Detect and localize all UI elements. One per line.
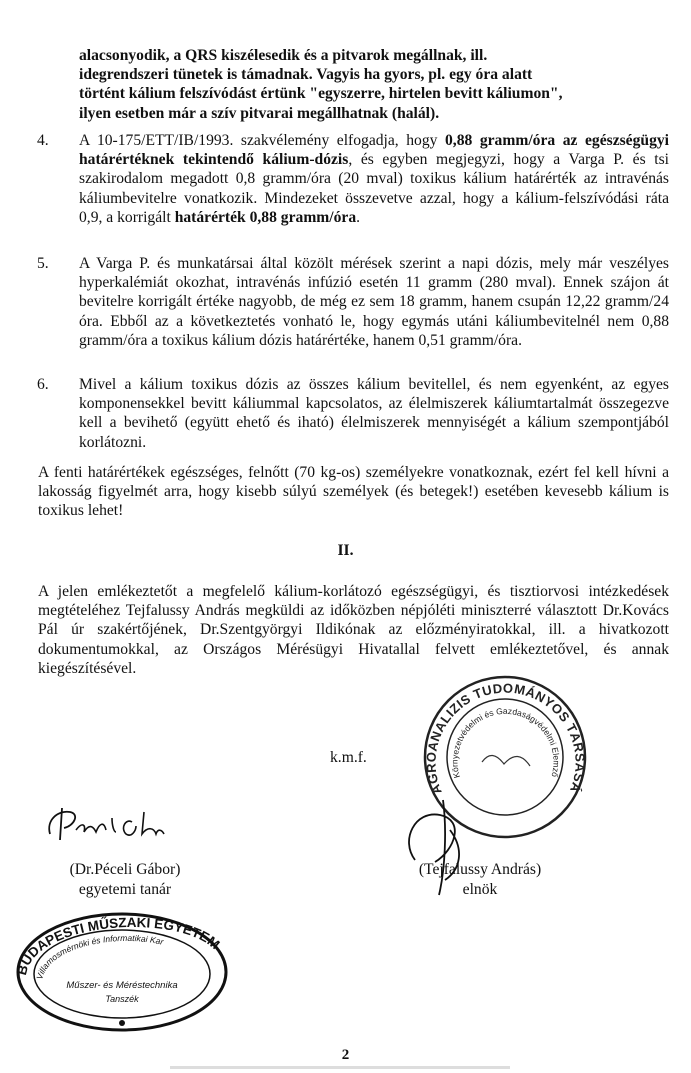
item-number-6: 6. bbox=[37, 376, 49, 393]
signatory-left bbox=[40, 860, 210, 900]
item4-part-d: határérték 0,88 gramm/óra bbox=[174, 208, 357, 226]
item4-part-a: A 10-175/ETT/IB/1993. szakvélemény elfogadja, hogy bbox=[79, 132, 445, 149]
continuation-line-4: ilyen esetben már a szív pitvarai megállhatnak (halál). bbox=[79, 104, 440, 122]
stamp-left-dept-line1: Műszer- és Méréstechnika bbox=[66, 980, 178, 991]
item-number-5: 5. bbox=[37, 255, 49, 272]
section-heading: II. bbox=[337, 542, 354, 559]
continuation-line-1: alacsonyodik, a QRS kiszélesedik és a pitvarok megállnak, ill. bbox=[79, 47, 488, 64]
paragraph-limits: A fenti határértékek egészséges, felnőtt (70 kg-os) személyekre vonatkoznak, ezért fel kell hívni a lakosság figyelmét arra, hogy kisebb súlyú személyek (és betegek!) esetében kevesebb kálium is toxikus lehet! bbox=[38, 464, 669, 520]
stamp-left-dept-line2: Tanszék bbox=[105, 994, 139, 1004]
item4-part-e: . bbox=[356, 208, 361, 226]
item-number-4: 4. bbox=[37, 132, 49, 149]
svg-text:AGROANALIZIS TUDOMÁNYOS TÁRSAS bbox=[420, 672, 588, 796]
item-text-6: Mivel a kálium toxikus dózis az összes kálium bevitellel, és nem egyenként, az egyes komponensekkel bevitt káliummal kapcsolatos, az élelmiszerek káliumtartalmát összegezve kell a bevihető (együtt ehető és iható) élelmiszerek mennyiségét a kálium szempontjából korlátozni. bbox=[79, 376, 669, 451]
signatory-right-title: elnök bbox=[462, 881, 498, 898]
kmf-label: k.m.f. bbox=[330, 749, 367, 766]
stamp-right-outer-text: AGROANALIZIS TUDOMÁNYOS TÁRSASÁ bbox=[423, 680, 588, 797]
signature-peceli bbox=[40, 800, 190, 850]
page-number: 2 bbox=[341, 1047, 350, 1063]
stamp-left-inner-text: Villamosmérnöki és Informatikai Kar bbox=[34, 932, 165, 981]
signatory-left-title: egyetemi tanár bbox=[78, 881, 172, 898]
continuation-line-3: történt kálium felszívódást értünk "egyszerre, hirtelen bevitt káliumon", bbox=[79, 85, 563, 103]
signatory-right bbox=[395, 860, 565, 900]
paragraph-reminder: A jelen emlékeztetőt a megfelelő kálium-korlátozó egészségügyi, és tisztiorvosi intézkedések megtételéhez Tejfalussy András megküldi az időközben népjóléti miniszterré választott Dr.Kovács Pál úr szakértőjének, Dr.Szentgyörgyi Ildikónak az előzményiratokkal, ill. a hivatkozott dokumentumokkal, az Országos Mérésügyi Hivatallal felvett emlékeztetővel, és annak kiegészítésével. bbox=[38, 583, 669, 677]
continuation-text bbox=[79, 46, 669, 123]
stamp-bme bbox=[12, 910, 232, 1035]
item4-part-b: 0,88 gramm/óra az egészségügyi határértéknek tekintendő kálium-dózis bbox=[79, 132, 670, 169]
signatory-left-name: (Dr.Péceli Gábor) bbox=[69, 861, 181, 878]
item4-part-c: , és egyben megjegyzi, hogy a Varga P. és tsi szakirodalom megadott 0,8 gramm/óra (20 mval) toxikus kálium határérték az intravénás káliumbevitelre vonatkozik. Mindezeket összevetve azzal, hogy a kálium-felszívódási ráta 0,9, a korrigált bbox=[79, 151, 670, 226]
item-text-5: A Varga P. és munkatársai által közölt mérések szerint a napi dózis, mely már veszélyes hyperkalémiát okozhat, intravénás infúzió esetén 11 gramm (280 mval). Ennek szájon át bevitelre korrigált értéke nagyobb, de még ez sem 18 gramm, hanem csupán 12,22 gramm/24 óra. Ebből az a következtetés vonható le, hogy egymás utáni káliumbevitelnél nem 0,88 gramm/óra a toxikus kálium dózis határértéke, hanem 0,51 gramm/óra. bbox=[79, 255, 669, 349]
signatory-right-name: (Tejfalussy András) bbox=[418, 861, 542, 878]
stamp-left-outer-text: BUDAPESTI MŰSZAKI EGYETEM bbox=[14, 914, 223, 977]
item-text-4 bbox=[79, 131, 669, 227]
stamp-right-inner-text: Környezetvédelmi és Gazdaságvédelmi Elemző bbox=[449, 705, 562, 780]
continuation-line-2: idegrendszeri tünetek is támadnak. Vagyis ha gyors, pl. egy óra alatt bbox=[79, 66, 533, 84]
footer-artifact bbox=[170, 1066, 510, 1069]
